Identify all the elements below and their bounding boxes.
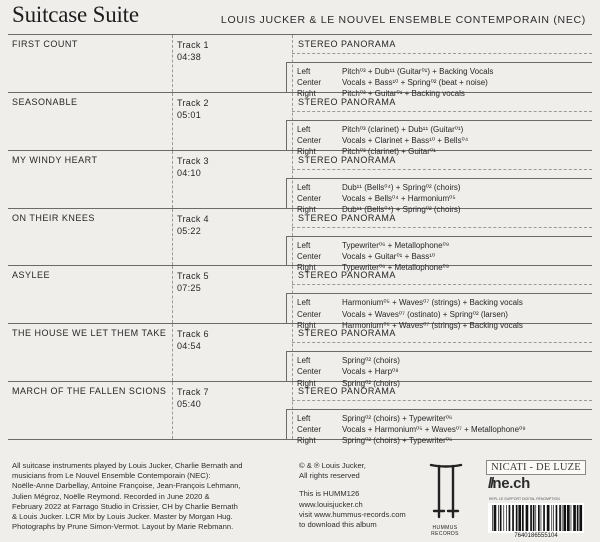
panorama-label-left: Left	[297, 298, 311, 308]
panorama-left-value: Pitch⁰³ + Dub¹¹ (Guitar⁰¹) + Backing Vocals	[342, 67, 494, 76]
credits-line: February 2022 at Farrago Studio in Crissier, CH by Charlie Bernath	[12, 501, 238, 511]
track-title: ON THEIR KNEES	[12, 212, 95, 223]
track-number-duration	[177, 213, 209, 237]
track-title: MY WINDY HEART	[12, 154, 98, 165]
track-duration: 04:10	[177, 167, 202, 178]
stereo-panorama-heading: STEREO PANORAMA	[298, 328, 396, 339]
track-row	[8, 382, 592, 446]
panorama-right-value: Dub¹¹ (Bells⁰⁴) + Spring⁰² (choirs)	[342, 205, 461, 215]
credits-line: Julien Mégroz, Noëlle Reymond. Recorded in June 2020 &	[12, 491, 210, 501]
track-number-duration	[177, 270, 209, 294]
panorama-label-left: Left	[297, 182, 311, 192]
panorama-label-center: Center	[297, 78, 322, 88]
panorama-center-value: Vocals + Bells⁰⁴ + Harmonium⁰⁵	[342, 193, 456, 203]
track-title: SEASONABLE	[12, 96, 78, 107]
panorama-label-left: Left	[297, 414, 311, 424]
track-number: Track 1	[177, 40, 209, 50]
footer	[0, 439, 600, 542]
credits-line: musicians from Le Nouvel Ensemble Contemporain (NEC):	[12, 471, 211, 481]
track-number: Track 4	[177, 213, 209, 224]
panorama-center-value: Vocals + Clarinet + Bass¹⁰ + Bells⁰⁴	[342, 136, 469, 146]
panorama-label-center: Center	[297, 251, 322, 261]
panorama-label-center: Center	[297, 425, 322, 435]
artist-website: www.louisjucker.ch	[299, 499, 363, 509]
panorama-right-value: Pitch⁰³ (clarinet) + Guitar⁰¹	[342, 147, 436, 157]
track-number-duration	[177, 39, 209, 63]
nicati-subtext: REPL LE SUPPORT DIGITAL PÉNOMPTION	[489, 497, 560, 501]
stereo-panorama-heading: STEREO PANORAMA	[298, 39, 396, 49]
panorama-label-left: Left	[297, 240, 311, 250]
track-duration: 05:40	[177, 399, 202, 410]
track-title: ASYLEE	[12, 270, 51, 281]
credits-line: All suitcase instruments played by Louis Jucker, Charlie Bernath and	[12, 461, 243, 470]
track-number: Track 6	[177, 329, 209, 340]
track-number-duration	[177, 155, 209, 179]
panorama-right-value: Typewriter⁰⁶ + Metallophone⁰⁹	[342, 262, 450, 272]
download-note: to download this album	[299, 520, 377, 530]
tracklist-table	[8, 34, 592, 446]
artist-name: LOUIS JUCKER & LE NOUVEL ENSEMBLE CONTEMPORAIN (NEC)	[220, 14, 586, 26]
panorama-label-left: Left	[297, 356, 311, 366]
panorama-left-value: Dub¹¹ (Bells⁰⁴) + Spring⁰² (choirs)	[342, 182, 461, 192]
panorama-label-left: Left	[297, 124, 311, 134]
panorama-right-value: Harmonium⁰⁵ + Waves⁰⁷ (strings) + Backing vocals	[342, 320, 523, 330]
track-row	[8, 266, 592, 330]
panorama-label-right: Right	[297, 89, 316, 99]
panorama-right-value: Spring⁰² (choirs) + Typewriter⁰⁶	[342, 436, 453, 446]
nech-logo: //ne.ch	[488, 475, 531, 492]
panorama-left-value: Spring⁰² (choirs) + Typewriter⁰⁶	[342, 414, 453, 424]
label-website: visit www.hummus-records.com	[299, 509, 406, 519]
track-number: Track 3	[177, 155, 209, 166]
panorama-center-value: Vocals + Harp⁰⁸	[342, 367, 399, 377]
nicati-de-luze-logo: NICATI - DE LUZE	[486, 460, 586, 475]
panorama-center-value: Vocals + Harmonium⁰⁵ + Waves⁰⁷ + Metallophone⁰⁹	[342, 425, 526, 435]
panorama-label-left: Left	[297, 67, 311, 76]
panorama-label-right: Right	[297, 436, 316, 446]
barcode-icon	[488, 503, 584, 533]
label-name: HUMMUS RECORDS	[431, 525, 459, 537]
track-duration: 05:22	[177, 225, 202, 236]
panorama-left-value: Typewriter⁰⁶ + Metallophone⁰⁹	[342, 240, 450, 250]
catalog-number: This is HUMM126	[299, 489, 360, 499]
track-row	[8, 35, 592, 99]
track-number-duration	[177, 386, 209, 410]
panorama-label-center: Center	[297, 136, 322, 146]
panorama-label-center: Center	[297, 309, 322, 319]
track-number: Track 7	[177, 387, 209, 398]
track-duration: 04:54	[177, 341, 202, 352]
stereo-panorama-heading: STEREO PANORAMA	[298, 386, 396, 397]
track-duration: 05:01	[177, 109, 202, 120]
panorama-center-value: Vocals + Waves⁰⁷ (ostinato) + Spring⁰² (larsen)	[342, 309, 508, 319]
copyright-block	[299, 461, 419, 530]
album-header	[0, 0, 600, 34]
panorama-left-value: Pitch⁰³ (clarinet) + Dub¹¹ (Guitar⁰¹)	[342, 124, 464, 134]
panorama-label-right: Right	[297, 205, 316, 215]
stereo-panorama-heading: STEREO PANORAMA	[298, 154, 396, 165]
panorama-label-right: Right	[297, 147, 316, 157]
track-title: THE HOUSE WE LET THEM TAKE	[12, 328, 167, 339]
track-title: MARCH OF THE FALLEN SCIONS	[12, 386, 167, 397]
panorama-label-right: Right	[297, 320, 316, 330]
credits-text	[12, 461, 288, 532]
track-duration: 07:25	[177, 283, 202, 294]
panorama-label-center: Center	[297, 193, 322, 203]
panorama-label-right: Right	[297, 378, 316, 388]
panorama-left-value: Harmonium⁰⁵ + Waves⁰⁷ (strings) + Backing vocals	[342, 298, 523, 308]
panorama-left-value: Spring⁰² (choirs)	[342, 356, 400, 366]
track-row	[8, 93, 592, 157]
track-number: Track 2	[177, 97, 209, 108]
track-number-duration	[177, 97, 209, 121]
track-row	[8, 209, 592, 272]
credits-line: Photographs by Prune Simon-Vermot. Layout by Marie Rebmann.	[12, 522, 234, 532]
panorama-right-value: Pitch⁰³ + Guitar⁰¹ + Backing vocals	[342, 89, 465, 99]
track-row	[8, 324, 592, 388]
panorama-label-center: Center	[297, 367, 322, 377]
credits-line: & Louis Jucker. LCR Mix by Louis Jucker. Master by Morgan Hug.	[12, 512, 233, 522]
track-number-duration	[177, 328, 209, 352]
album-title: Suitcase Suite	[12, 2, 139, 27]
track-number: Track 5	[177, 271, 209, 282]
track-title: FIRST COUNT	[12, 39, 78, 49]
stereo-panorama-heading: STEREO PANORAMA	[298, 270, 396, 281]
barcode-number: 7640186555104	[514, 533, 558, 539]
track-row	[8, 151, 592, 215]
credits-line: Noëlle-Anne Darbellay, Antoine Françoise, Jean-François Lehmann,	[12, 481, 241, 491]
stereo-panorama-heading: STEREO PANORAMA	[298, 212, 396, 223]
panorama-center-value: Vocals + Guitar⁰¹ + Bass¹⁰	[342, 251, 436, 261]
stereo-panorama-heading: STEREO PANORAMA	[298, 96, 396, 107]
panorama-center-value: Vocals + Bass¹⁰ + Spring⁰² (beat + noise)	[342, 78, 488, 88]
panorama-right-value: Spring⁰² (choirs)	[342, 378, 400, 388]
track-duration: 04:38	[177, 52, 202, 62]
panorama-label-right: Right	[297, 262, 316, 272]
rights-line: All rights reserved	[299, 471, 360, 481]
copyright-line: © & ℗ Louis Jucker,	[299, 461, 366, 470]
